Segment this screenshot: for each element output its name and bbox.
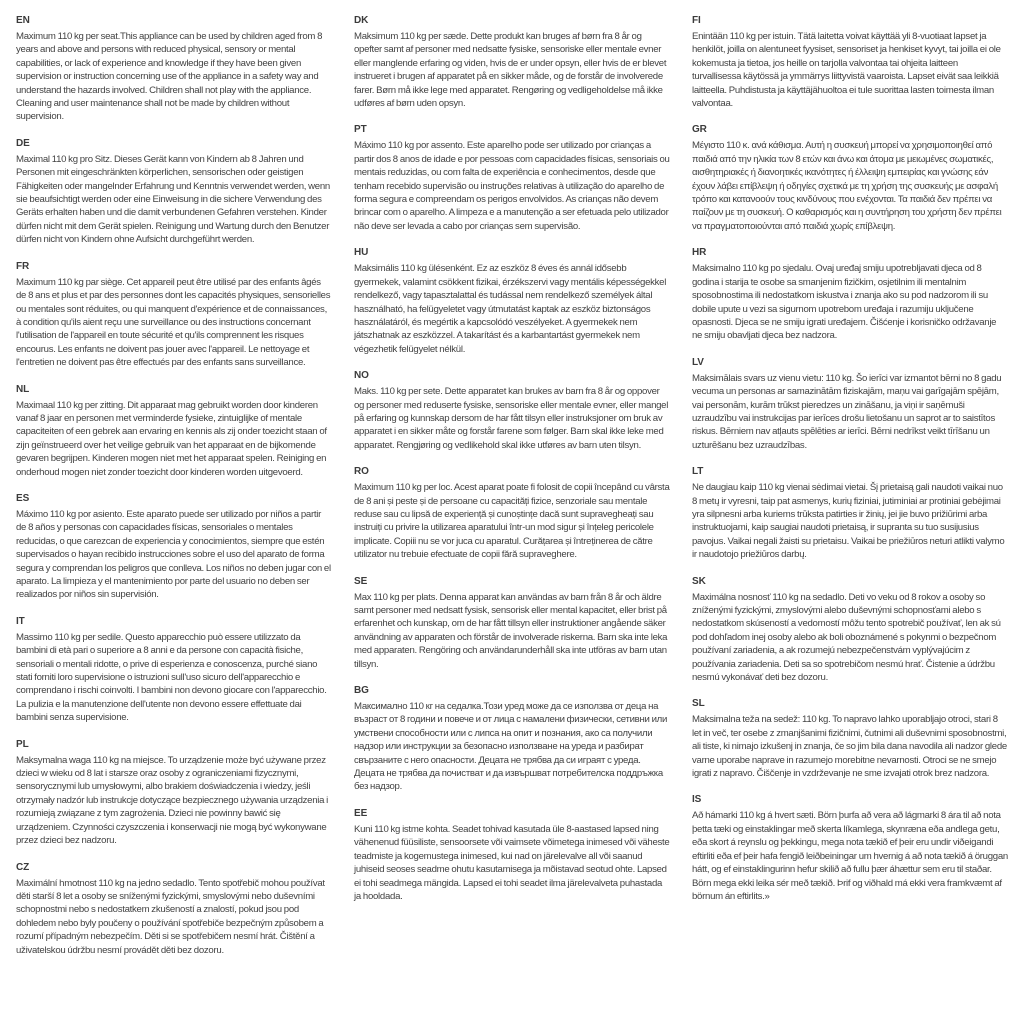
language-section-es (16, 492, 332, 602)
language-section-sk (692, 575, 1008, 685)
language-instruction-text: Maksimalna teža na sedež: 110 kg. To napravo lahko uporabljajo otroci, stari 8 let in več, ter osebe z zmanjšanimi fizičnimi, čutnimi ali duševnimi sposobnostmi, ali tiste, ki nimajo izkušenj in znanja, če so jim bila dana navodila ali nadzor glede varne uporabe naprave in razumejo morebitne nevarnosti. Otroci se ne smejo igrati z napravo. Čiščenje in vzdrževanje ne sme izvajati otrok brez nadzora. (692, 714, 1007, 780)
language-instruction-text: Maksimālais svars uz vienu vietu: 110 kg. Šo ierīci var izmantot bērni no 8 gadu vecuma un personas ar samazinātām fiziskajām, maņu vai garīgajām spējām, vai personām, kurām trūkst pieredzes un zināšanu, ja viņi ir saņēmuši uzraudzību vai instrukcijas par ierīces drošu lietošanu un saprot ar to saistītos riskus. Bērniem nav atļauts spēlēties ar ierīci. Bērni nedrīkst veikt tīrīšanu un uzturēšanu bez uzraudzības. (692, 372, 1002, 451)
language-instruction-text: Maksimalno 110 kg po sjedalu. Ovaj uređaj smiju upotrebljavati djeca od 8 godina i starija te osobe sa smanjenim fizičkim, osjetilnim ili mentalnim sposobnostima ili nedostatkom iskustva i znanja ako su pod nadzorom ili su dobile upute u vezi sa sigurnom upotrebom uređaja i razumiju uključene opasnosti. Djeca se ne smiju igrati uređajem. Čišćenje i korisničko održavanje ne smiju obavljati djeca bez nadzora. (692, 263, 997, 342)
language-code-label: HU (354, 247, 369, 259)
language-instruction-text: Að hámarki 110 kg á hvert sæti. Börn þurfa að vera að lágmarki 8 ára til að nota þetta tæki og einstaklingar með skerta líkamlega, skynræna eða andlega getu, eða skort á reynslu og þekkingu, mega nota tækið ef þeir eru undir viðeigandi eftirliti eða ef þeir hafa fengið leiðbeiningar um hvernig á að nota tækið á öruggan hátt, og ef einstaklingurinn hefur skilið að fullu þær áhættur sem eru til staðar. Börn mega ekki leika sér með tækið. Þrif og viðhald má ekki vera framkvæmt af börnum án eftirlits.» (692, 810, 1008, 902)
language-code-label: ES (16, 492, 30, 504)
language-section-fi (692, 14, 1008, 110)
language-code-label: DE (16, 137, 30, 149)
language-section-pt (354, 123, 670, 233)
language-instruction-text: Maksimum 110 kg per sæde. Dette produkt kan bruges af børn fra 8 år og opefter samt af personer med nedsatte fysiske, sensoriske eller mentale evner eller manglende erfaring og viden, hvis de er under opsyn, eller hvis de er blevet instrueret i brugen af apparatet på en sikker måde, og de forstår de involverede farer. Børn må ikke lege med apparatet. Rengøring og vedligeholdelse må ikke udføres af børn uden opsyn. (354, 31, 667, 110)
language-instruction-text: Max 110 kg per plats. Denna apparat kan användas av barn från 8 år och äldre samt personer med nedsatt fysisk, sensorisk eller mental kapacitet, eller brist på erfarenhet och kunskap, om de har fått tillsyn eller instruktioner angående säker användning av apparaten och förstår de involverade riskerna. Barn ska inte leka med apparaten. Rengöring och användarunderhåll ska inte utföras av barn utan tillsyn. (354, 591, 668, 670)
language-code-label: CZ (16, 861, 30, 873)
language-code-label: IS (692, 794, 702, 806)
language-code-label: RO (354, 466, 369, 478)
language-code-label: SK (692, 575, 706, 587)
language-section-hu (354, 246, 670, 356)
language-section-nl (16, 383, 332, 479)
language-instruction-text: Maximaal 110 kg per zitting. Dit apparaat mag gebruikt worden door kinderen vanaf 8 jaar en personen met verminderde fysieke, zintuiglijke of mentale capaciteiten of een gebrek aan ervaring en kennis als zij onder toezicht staan of zijn geïnstrueerd over het veilige gebruik van het apparaat en de bijkomende gevaren begrijpen. Kinderen mogen niet met het apparaat spelen. Reiniging en onderhoud mogen niet zonder toezicht door kinderen worden uitgevoerd. (16, 399, 327, 478)
language-section-de (16, 137, 332, 247)
language-code-label: FR (16, 260, 30, 272)
column-2 (354, 14, 670, 1014)
language-instruction-text: Máximo 110 kg por asiento. Este aparato puede ser utilizado por niños a partir de 8 años y personas con capacidades físicas, sensoriales o mentales reducidas, o que carezcan de experiencia y conocimientos, siempre que estén supervisados o hayan recibido instrucciones sobre el uso del aparato de forma segura y comprendan los peligros que conlleva. Los niños no deben jugar con el aparato. La limpieza y el mantenimiento por parte del usuario no deben ser realizados por niños sin supervisión. (16, 508, 331, 601)
language-instruction-text: Maksimális 110 kg ülésenként. Ez az eszköz 8 éves és annál idősebb gyermekek, valamint csökkent fizikai, érzékszervi vagy mentális képességekkel rendelkező, vagy tapasztalattal és tudással nem rendelkező személyek által használható, ha felügyeletet vagy útmutatást kaptak az eszköz biztonságos használatáról, és megértik a kapcsolódó veszélyeket. A gyermekek nem játszhatnak az eszközzel. A takarítást és a karbantartást gyermekek nem végezhetik felügyelet nélkül. (354, 263, 667, 355)
language-code-label: BG (354, 685, 369, 697)
language-instruction-text: Maximum 110 kg par siège. Cet appareil peut être utilisé par des enfants âgés de 8 ans et plus et par des personnes dont les capacités physiques, sensorielles ou mentales sont réduites, ou qui manquent d'expérience et de connaissances, à condition qu'ils aient reçu une surveillance ou des instructions concernant l'utilisation de l'appareil en toute sécurité et qu'ils comprennent les risques encourus. Les enfants ne doivent pas jouer avec l'appareil. Le nettoyage et l'entretien ne doivent pas être effectués par des enfants sans surveillance. (16, 276, 331, 369)
language-section-lv (692, 356, 1008, 452)
language-section-hr (692, 246, 1008, 342)
language-section-sl (692, 697, 1008, 780)
language-code-label: NO (354, 370, 369, 382)
language-code-label: PT (354, 124, 367, 136)
language-instruction-text: Maximum 110 kg per seat.This appliance can be used by children aged from 8 years and above and persons with reduced physical, sensory or mental capabilities, or lack of experience and knowledge if they have been given supervision or instruction concerning use of the appliance in a safety way and understand the hazards involved. Children shall not play with the appliance. Cleaning and user maintenance shall not be made by children without supervision. (16, 31, 323, 123)
language-section-ee (354, 807, 670, 903)
language-instruction-text: Maximum 110 kg per loc. Acest aparat poate fi folosit de copii începând cu vârsta de 8 ani și peste și de persoane cu capacități fizice, senzoriale sau mentale reduse sau cu lipsă de experiență și cunoștințe dacă sunt supravegheați sau instruiți cu privire la utilizarea aparatului într-un mod sigur și înțeleg pericolele implicate. Copiii nu se vor juca cu aparatul. Curățarea și întreținerea de către utilizator nu trebuie efectuate de copii fără supraveghere. (354, 482, 670, 561)
language-section-fr (16, 260, 332, 370)
language-section-bg (354, 684, 670, 794)
language-code-label: HR (692, 247, 707, 259)
language-instruction-text: Máximo 110 kg por assento. Este aparelho pode ser utilizado por crianças a partir dos 8 anos de idade e por pessoas com capacidades físicas, sensoriais ou mentais reduzidas, ou com falta de experiência e conhecimentos, desde que tenham recebido supervisão ou instruções relativas à utilização do aparelho de forma segura e compreendam os perigos envolvidos. As crianças não devem brincar com o aparelho. A limpeza e a manutenção a ser efetuada pelo utilizador não deve ser levada a cabo por crianças sem supervisão. (354, 140, 670, 232)
language-section-gr (692, 123, 1008, 233)
language-instruction-text: Enintään 110 kg per istuin. Tätä laitetta voivat käyttää yli 8-vuotiaat lapset ja henkilöt, joilla on alentuneet fyysiset, sensoriset ja henkiset kyvyt, tai joilla ei ole kokemusta ja tietoa, jos heille on tarjolla valvontaa tai ohjeita laitteen turvallisessa käytössä ja ymmärrys liittyvistä vaaroista. Lapset eivät saa leikkiä laitteella. Puhdistusta ja käyttäjähuoltoa ei tule suorittaa lasten toimesta ilman valvontaa. (692, 31, 1001, 110)
language-instruction-text: Maximal 110 kg pro Sitz. Dieses Gerät kann von Kindern ab 8 Jahren und Personen mit eingeschränkten körperlichen, sensorischen oder geistigen Fähigkeiten oder mangelnder Erfahrung und Kenntnis verwendet werden, wenn sie beaufsichtigt werden oder eine Einweisung in die sichere Verwendung des Geräts erhalten haben und die damit verbundenen Gefahren verstehen. Kinder dürfen nicht mit dem Gerät spielen. Reinigung und Wartung durch den Benutzer dürfen nicht von Kindern ohne Aufsicht durchgeführt werden. (16, 153, 330, 246)
language-code-label: LV (692, 356, 704, 368)
column-3 (692, 14, 1008, 1014)
language-section-ro (354, 465, 670, 561)
language-code-label: NL (16, 383, 30, 395)
language-instruction-text: Maximálna nosnosť 110 kg na sedadlo. Deti vo veku od 8 rokov a osoby so zníženými fyzickými, zmyslovými alebo duševnými schopnosťami alebo s nedostatkom skúseností a vedomostí môžu tento spotrebič používať, len ak sú pod dohľadom inej osoby alebo ak boli oboznámené s pokynmi o bezpečnom používaní zariadenia, a ak rozumejú nebezpečenstvám vyplývajúcim z používania zariadenia. Deti sa so spotrebičom nesmú hrať. Čistenie a údržbu nesmú vykonávať deti bez dozoru. (692, 591, 1001, 684)
language-code-label: SE (354, 575, 368, 587)
column-1 (16, 14, 332, 1014)
language-instruction-text: Maximální hmotnost 110 kg na jedno sedadlo. Tento spotřebič mohou používat děti starší 8 let a osoby se sníženými fyzickými, smyslovými nebo duševními schopnostmi nebo s nedostatkem zkušeností a znalostí, pokud jsou pod dohledem nebo byly poučeny o používání spotřebiče bezpečným způsobem a rozumí případným nebezpečím. Děti si se spotřebičem nesmí hrát. Čištění a uživatelskou údržbu nesmí provádět děti bez dozoru. (16, 877, 325, 956)
language-section-it (16, 615, 332, 725)
language-instruction-text: Kuni 110 kg istme kohta. Seadet tohivad kasutada üle 8-aastased lapsed ning vähenenud füüsiliste, sensoorsete või vaimsete võimetega inimesed või väheste teadmiste ja kogemustega inimesed, kui nad on järelevalve all või saanud juhiseid seoses seadme ohutu kasutamisega ja mõistavad seotud ohte. Lapsed ei tohi seadmega mängida. Lapsed ei tohi seadet ilma järelevalveta puhastada ja hooldada. (354, 823, 670, 902)
language-section-lt (692, 465, 1008, 561)
language-code-label: FI (692, 15, 701, 26)
language-code-label: EN (16, 15, 30, 26)
language-section-en (16, 14, 332, 124)
language-section-pl (16, 738, 332, 848)
language-section-is (692, 793, 1008, 903)
language-instruction-text: Massimo 110 kg per sedile. Questo apparecchio può essere utilizzato da bambini di età pari o superiore a 8 anni e da persone con capacità fisiche, sensoriali o mentali ridotte, o prive di esperienza e conoscenza, purché siano stati forniti loro supervisione o istruzioni sull'uso sicuro dell'apparecchio e comprendano i rischi coinvolti. I bambini non devono giocare con l'apparecchio. La pulizia e la manutenzione dell'utente non devono essere effettuate dai bambini senza supervisione. (16, 631, 327, 724)
language-instruction-text: Μέγιστο 110 κ. ανά κάθισμα. Αυτή η συσκευή μπορεί να χρησιμοποιηθεί από παιδιά από την ηλικία των 8 ετών και άνω και άτομα με μειωμένες σωματικές, αισθητηριακές ή διανοητικές ικανότητες ή έλλειψη εμπειρίας και γνώσης εάν έχουν λάβει επίβλεψη ή οδηγίες σχετικά με τη χρήση της συσκευής με ασφαλή τρόπο και κατανοούν τους κινδύνους που ενέχονται. Τα παιδιά δεν πρέπει να παίζουν με τη συσκευή. Ο καθαρισμός και η συντήρηση του χρήστη δεν πρέπει να πραγματοποιούνται από παιδιά χωρίς επίβλεψη. (692, 140, 1002, 232)
language-instruction-text: Максимално 110 кг на седалка.Този уред може да се използва от деца на възраст от 8 години и повече и от лица с намалени физически, сетивни или умствени способности или с липса на опит и познания, ако са получили надзор или инструкции за безопасно използване на уреда и разбират свързаните с него опасности. Децата не трябва да си играят с уреда. Децата не трябва да почистват и да извършват потребителска поддръжка без надзор. (354, 701, 668, 793)
language-code-label: GR (692, 124, 707, 136)
language-code-label: PL (16, 738, 29, 750)
language-code-label: DK (354, 15, 369, 26)
language-section-no (354, 369, 670, 452)
language-section-cz (16, 861, 332, 957)
language-code-label: EE (354, 807, 368, 819)
language-code-label: SL (692, 698, 705, 710)
language-section-se (354, 575, 670, 671)
language-instruction-text: Maksymalna waga 110 kg na miejsce. To urządzenie może być używane przez dzieci w wieku od 8 lat i starsze oraz osoby z ograniczeniami fizycznymi, sensorycznymi lub umysłowymi, albo brakiem doświadczenia i wiedzy, jeśli otrzymały nadzór lub instrukcje dotyczące bezpiecznego używania urządzenia i rozumieją związane z tym zagrożenia. Dzieci nie powinny bawić się urządzeniem. Czynności czyszczenia i konserwacji nie mogą być wykonywane przez dzieci bez nadzoru. (16, 754, 329, 847)
language-code-label: LT (692, 466, 704, 478)
language-instruction-text: Maks. 110 kg per sete. Dette apparatet kan brukes av barn fra 8 år og oppover og personer med reduserte fysiske, sensoriske eller mentale evner, eller mangel på erfaring og kunnskap dersom de har fått tilsyn eller instruksjoner om bruk av apparatet i en sikker måte og forstår farene som følger. Barn skal ikke leke med apparatet. Rengjøring og vedlikehold skal ikke utføres av barn uten tilsyn. (354, 386, 669, 451)
language-code-label: IT (16, 615, 25, 627)
language-instruction-text: Ne daugiau kaip 110 kg vienai sėdimai vietai. Šį prietaisą gali naudoti vaikai nuo 8 metų ir vyresni, taip pat asmenys, kurių fiziniai, jutiminiai ar protiniai gebėjimai yra silpnesni arba kuriems trūksta patirties ir žinių, jei jie buvo prižiūrimi arba instruktuojami, kaip saugiai naudoti prietaisą, ir supranta su tuo susijusius pavojus. Vaikai negali žaisti su prietaisu. Vaikai be priežiūros neturi atlikti valymo ir naudotojo priežiūros darbų. (692, 482, 1005, 561)
language-section-dk (354, 14, 670, 110)
